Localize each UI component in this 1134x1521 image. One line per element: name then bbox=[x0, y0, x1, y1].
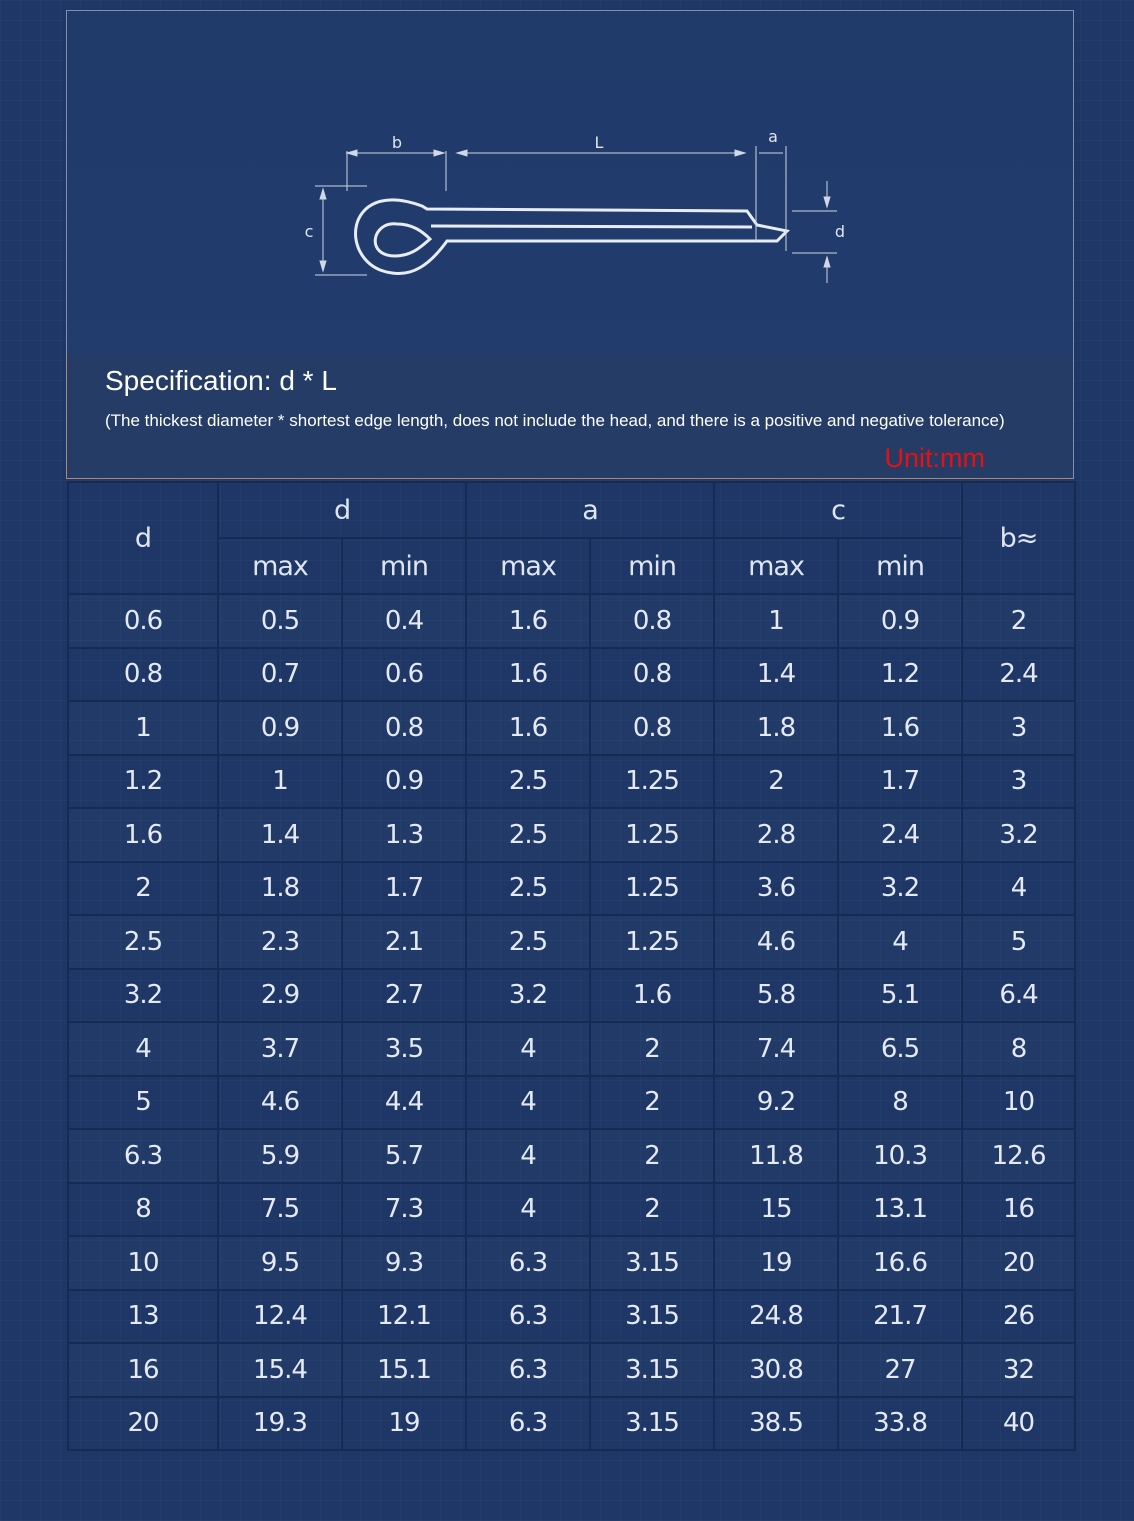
table-cell: 2.5 bbox=[466, 755, 590, 809]
table-cell: 2 bbox=[590, 1129, 714, 1183]
table-row bbox=[68, 1183, 1075, 1237]
table-row bbox=[68, 648, 1075, 702]
table-cell: 4.6 bbox=[714, 915, 838, 969]
table-cell: 5 bbox=[962, 915, 1075, 969]
table-cell: 1 bbox=[714, 594, 838, 648]
table-cell: 2.5 bbox=[466, 808, 590, 862]
header-a-max: max bbox=[466, 538, 590, 594]
header-b: b≈ bbox=[962, 482, 1075, 594]
table-cell: 10 bbox=[962, 1076, 1075, 1130]
table-row bbox=[68, 594, 1075, 648]
table-cell: 6.3 bbox=[466, 1236, 590, 1290]
table-cell: 2.7 bbox=[342, 969, 466, 1023]
table-cell: 2.4 bbox=[962, 648, 1075, 702]
table-cell: 7.5 bbox=[218, 1183, 342, 1237]
dimension-label-a: a bbox=[768, 127, 778, 146]
table-row bbox=[68, 1022, 1075, 1076]
pin-split-line bbox=[431, 226, 752, 227]
table-cell: 2.8 bbox=[714, 808, 838, 862]
table-cell: 13 bbox=[68, 1290, 218, 1344]
table-cell: 1.6 bbox=[838, 701, 962, 755]
table-cell: 4.6 bbox=[218, 1076, 342, 1130]
table-cell: 1.6 bbox=[68, 808, 218, 862]
table-cell: 5.9 bbox=[218, 1129, 342, 1183]
dimension-label-L: L bbox=[594, 133, 604, 152]
table-cell: 1 bbox=[68, 701, 218, 755]
table-cell: 0.8 bbox=[342, 701, 466, 755]
table-cell: 30.8 bbox=[714, 1343, 838, 1397]
pin-eye bbox=[375, 224, 430, 256]
table-row bbox=[68, 1343, 1075, 1397]
unit-label: Unit:mm bbox=[884, 443, 985, 473]
header-group-d: d bbox=[218, 482, 466, 538]
table-row bbox=[68, 1076, 1075, 1130]
table-cell: 6.3 bbox=[68, 1129, 218, 1183]
table-row bbox=[68, 915, 1075, 969]
table-cell: 7.3 bbox=[342, 1183, 466, 1237]
table-cell: 10 bbox=[68, 1236, 218, 1290]
header-c-min: min bbox=[838, 538, 962, 594]
table-cell: 8 bbox=[838, 1076, 962, 1130]
table-cell: 2.5 bbox=[466, 915, 590, 969]
table-cell: 2 bbox=[590, 1076, 714, 1130]
table-cell: 1.6 bbox=[466, 594, 590, 648]
dimension-label-d: d bbox=[834, 222, 846, 241]
table-cell: 1.2 bbox=[838, 648, 962, 702]
table-cell: 12.1 bbox=[342, 1290, 466, 1344]
table-cell: 16 bbox=[962, 1183, 1075, 1237]
table-cell: 4 bbox=[466, 1022, 590, 1076]
table-cell: 38.5 bbox=[714, 1397, 838, 1451]
table-cell: 8 bbox=[962, 1022, 1075, 1076]
table-cell: 11.8 bbox=[714, 1129, 838, 1183]
table-cell: 4 bbox=[466, 1129, 590, 1183]
table-row bbox=[68, 862, 1075, 916]
table-cell: 1.7 bbox=[342, 862, 466, 916]
header-a-min: min bbox=[590, 538, 714, 594]
table-cell: 19 bbox=[714, 1236, 838, 1290]
table-cell: 2 bbox=[68, 862, 218, 916]
table-cell: 0.9 bbox=[342, 755, 466, 809]
table-cell: 5.8 bbox=[714, 969, 838, 1023]
table-cell: 2.5 bbox=[68, 915, 218, 969]
table-cell: 4.4 bbox=[342, 1076, 466, 1130]
table-cell: 1.25 bbox=[590, 862, 714, 916]
table-cell: 2.4 bbox=[838, 808, 962, 862]
table-row bbox=[68, 808, 1075, 862]
table-cell: 1.2 bbox=[68, 755, 218, 809]
table-cell: 3.15 bbox=[590, 1290, 714, 1344]
table-cell: 9.3 bbox=[342, 1236, 466, 1290]
specification-band bbox=[66, 353, 1074, 479]
header-group-c: c bbox=[714, 482, 962, 538]
table-body bbox=[68, 594, 1075, 1450]
table-cell: 1.25 bbox=[590, 755, 714, 809]
table-cell: 4 bbox=[466, 1183, 590, 1237]
header-c-max: max bbox=[714, 538, 838, 594]
table-cell: 15 bbox=[714, 1183, 838, 1237]
table-cell: 32 bbox=[962, 1343, 1075, 1397]
table-cell: 4 bbox=[838, 915, 962, 969]
table-cell: 5.1 bbox=[838, 969, 962, 1023]
table-cell: 1 bbox=[218, 755, 342, 809]
table-row bbox=[68, 755, 1075, 809]
table-cell: 3.2 bbox=[68, 969, 218, 1023]
table-cell: 1.4 bbox=[218, 808, 342, 862]
table-cell: 1.25 bbox=[590, 915, 714, 969]
table-cell: 1.6 bbox=[466, 701, 590, 755]
table-cell: 1.25 bbox=[590, 808, 714, 862]
table-cell: 6.3 bbox=[466, 1343, 590, 1397]
table-cell: 0.6 bbox=[68, 594, 218, 648]
table-cell: 40 bbox=[962, 1397, 1075, 1451]
header-d-max: max bbox=[218, 538, 342, 594]
table-cell: 27 bbox=[838, 1343, 962, 1397]
table-cell: 5.7 bbox=[342, 1129, 466, 1183]
table-cell: 3.2 bbox=[838, 862, 962, 916]
table-cell: 3.2 bbox=[466, 969, 590, 1023]
table-cell: 2.9 bbox=[218, 969, 342, 1023]
table-cell: 4 bbox=[962, 862, 1075, 916]
table-cell: 1.8 bbox=[218, 862, 342, 916]
table-row bbox=[68, 1397, 1075, 1451]
table-row bbox=[68, 1290, 1075, 1344]
table-cell: 19 bbox=[342, 1397, 466, 1451]
cotter-pin-diagram bbox=[67, 11, 1075, 371]
table-cell: 2 bbox=[962, 594, 1075, 648]
table-cell: 26 bbox=[962, 1290, 1075, 1344]
table-cell: 3.2 bbox=[962, 808, 1075, 862]
table-cell: 4 bbox=[466, 1076, 590, 1130]
table-cell: 3.6 bbox=[714, 862, 838, 916]
table-cell: 2 bbox=[590, 1022, 714, 1076]
table-cell: 16 bbox=[68, 1343, 218, 1397]
table-cell: 1.7 bbox=[838, 755, 962, 809]
table-cell: 13.1 bbox=[838, 1183, 962, 1237]
table-row bbox=[68, 1236, 1075, 1290]
table-cell: 9.2 bbox=[714, 1076, 838, 1130]
table-cell: 0.9 bbox=[218, 701, 342, 755]
table-cell: 19.3 bbox=[218, 1397, 342, 1451]
table-cell: 1.6 bbox=[590, 969, 714, 1023]
table-row bbox=[68, 1129, 1075, 1183]
table-row bbox=[68, 969, 1075, 1023]
table-cell: 3.7 bbox=[218, 1022, 342, 1076]
table-cell: 3.5 bbox=[342, 1022, 466, 1076]
header-d: d bbox=[68, 482, 218, 594]
table-cell: 0.8 bbox=[590, 594, 714, 648]
table-cell: 21.7 bbox=[838, 1290, 962, 1344]
table-cell: 0.7 bbox=[218, 648, 342, 702]
table-cell: 0.8 bbox=[68, 648, 218, 702]
table-cell: 3 bbox=[962, 701, 1075, 755]
table-cell: 0.8 bbox=[590, 648, 714, 702]
dimension-label-c: c bbox=[304, 222, 314, 241]
table-cell: 12.6 bbox=[962, 1129, 1075, 1183]
table-cell: 6.3 bbox=[466, 1290, 590, 1344]
table-cell: 6.5 bbox=[838, 1022, 962, 1076]
table-cell: 4 bbox=[68, 1022, 218, 1076]
table-cell: 24.8 bbox=[714, 1290, 838, 1344]
table-cell: 7.4 bbox=[714, 1022, 838, 1076]
table-cell: 2.1 bbox=[342, 915, 466, 969]
table-cell: 2.5 bbox=[466, 862, 590, 916]
table-cell: 6.4 bbox=[962, 969, 1075, 1023]
table-cell: 16.6 bbox=[838, 1236, 962, 1290]
table-cell: 0.5 bbox=[218, 594, 342, 648]
specification-title: Specification: d * L bbox=[105, 365, 337, 396]
table-cell: 2.3 bbox=[218, 915, 342, 969]
table-cell: 2 bbox=[714, 755, 838, 809]
table-cell: 1.3 bbox=[342, 808, 466, 862]
table-cell: 2 bbox=[590, 1183, 714, 1237]
table-cell: 10.3 bbox=[838, 1129, 962, 1183]
table-cell: 33.8 bbox=[838, 1397, 962, 1451]
table-cell: 1.4 bbox=[714, 648, 838, 702]
dimension-label-b: b bbox=[391, 133, 403, 152]
table-cell: 1.8 bbox=[714, 701, 838, 755]
specification-note: (The thickest diameter * shortest edge length, does not include the head, and there is a positive and negative tolerance) bbox=[105, 411, 1005, 430]
table-cell: 0.4 bbox=[342, 594, 466, 648]
table-cell: 3.15 bbox=[590, 1236, 714, 1290]
table-cell: 1.6 bbox=[466, 648, 590, 702]
table-cell: 0.6 bbox=[342, 648, 466, 702]
header-group-a: a bbox=[466, 482, 714, 538]
table-cell: 12.4 bbox=[218, 1290, 342, 1344]
table-cell: 20 bbox=[962, 1236, 1075, 1290]
table-cell: 3.15 bbox=[590, 1343, 714, 1397]
table-cell: 3.15 bbox=[590, 1397, 714, 1451]
table-row bbox=[68, 701, 1075, 755]
table-cell: 0.8 bbox=[590, 701, 714, 755]
table-cell: 0.9 bbox=[838, 594, 962, 648]
pin-outline bbox=[356, 200, 787, 274]
table-cell: 20 bbox=[68, 1397, 218, 1451]
table-cell: 6.3 bbox=[466, 1397, 590, 1451]
table-cell: 15.1 bbox=[342, 1343, 466, 1397]
table-cell: 5 bbox=[68, 1076, 218, 1130]
table-cell: 15.4 bbox=[218, 1343, 342, 1397]
dimension-table bbox=[67, 481, 1076, 1451]
table-cell: 9.5 bbox=[218, 1236, 342, 1290]
header-d-min: min bbox=[342, 538, 466, 594]
table-cell: 8 bbox=[68, 1183, 218, 1237]
table-cell: 3 bbox=[962, 755, 1075, 809]
